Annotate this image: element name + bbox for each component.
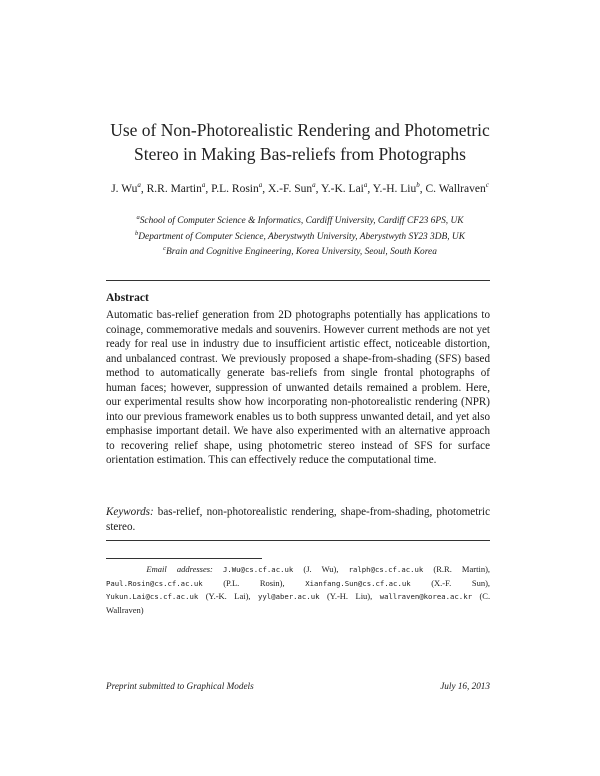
affiliation-text: School of Computer Science & Informatics, Cardiff University, Cardiff CF23 6PS, UK (139, 216, 464, 227)
preprint-note: Preprint submitted to Graphical Models (106, 681, 254, 691)
author: R.R. Martin (146, 182, 202, 195)
footnote-rule (106, 558, 262, 559)
email-owner: (J. Wu) (303, 564, 337, 574)
keywords-label: Keywords: (106, 506, 154, 518)
author-list: J. Wu$^a$, R.R. Martin$^a$, P.L. Rosin$^a$, X.-F. Sun$^a$, Y.-K. Lai$^a$, Y.-H. Liu$^b$, C. Wallraven$^c$ (111, 181, 489, 195)
keywords-text: bas-relief, non-photorealistic rendering, shape-from-shading, photometric stereo. (106, 506, 490, 533)
email-owner: (Y.-K. Lai) (205, 591, 249, 601)
email-link[interactable]: J.Wu@cs.cf.ac.uk (222, 565, 294, 574)
author-mark: a (258, 181, 263, 189)
footnote-label: Email addresses: (146, 564, 213, 574)
abstract-top-rule (106, 280, 490, 281)
email-link[interactable]: yyl@aber.ac.uk (258, 592, 320, 601)
author: J. Wu (111, 182, 138, 195)
abstract-heading: Abstract (106, 292, 149, 304)
email-owner: (P.L. Rosin) (223, 577, 283, 588)
author-mark: b (416, 181, 420, 189)
author: P.L. Rosin (211, 182, 259, 195)
author-mark: c (485, 181, 489, 189)
affiliation-mark: c (163, 245, 166, 253)
abstract-bottom-rule (106, 540, 490, 541)
affiliation (60, 228, 540, 244)
email-owner: (X.-F. Sun) (431, 577, 488, 588)
email-owner: (R.R. Martin) (433, 564, 488, 574)
title-line-2: Stereo in Making Bas-reliefs from Photographs (134, 144, 466, 164)
affiliation-text: Department of Computer Science, Aberystwyth University, Aberystwyth SY23 3DB, UK (138, 231, 465, 242)
affiliation-mark: a (136, 214, 140, 221)
author-mark: a (312, 181, 316, 189)
affiliation (60, 243, 540, 259)
author: Y.-H. Liu (372, 182, 417, 195)
author: Y.-K. Lai (320, 182, 364, 195)
email-link[interactable]: ralph@cs.cf.ac.uk (348, 565, 424, 574)
affiliation (60, 212, 540, 228)
affiliations (60, 212, 540, 259)
email-owner: (Y.-H. Liu) (326, 591, 371, 601)
email-footnote: Email addresses: J.Wu@cs.cf.ac.uk (J. Wu), ralph@cs.cf.ac.uk (R.R. Martin), Paul.Rosin@cs.cf.ac.uk (P.L. Rosin), Xianfang.Sun@cs.cf.ac.uk (X.-F. Sun), Yukun.Lai@cs.cf.ac.uk (Y.-K. Lai), yyl@aber.ac.uk (Y.-H. Liu), wallraven@korea.ac.kr (C. Wallraven) (106, 564, 491, 615)
author-mark: a (201, 181, 206, 189)
email-link[interactable]: Xianfang.Sun@cs.cf.ac.uk (305, 578, 411, 588)
email-link[interactable]: Paul.Rosin@cs.cf.ac.uk (106, 578, 203, 588)
author: C. Wallraven (425, 182, 486, 195)
affiliation-mark: b (135, 229, 139, 237)
abstract-body: Automatic bas-relief generation from 2D photographs potentially has applications to coinage, commemorative medals and souvenirs. However current methods are not yet ready for real use in industry due to insufficient artistic effect, noticeable distortion, and unbalanced contrast. We previously proposed a shape-from-shading (SFS) based method to automatically generate bas-reliefs from single frontal photographs of human faces; however, suppression of unwanted details remained a problem. Here, our experimental results show how incorporating non-photorealistic rendering (NPR) into our previous framework enables us to both suppress unwanted detail, and yet also emphasise important detail. We have also experimented with an alternative approach to recovering relief shape, using photometric stereo instead of SFS for surface orientation estimation. This can effectively reduce the computational time. (106, 309, 490, 466)
affiliation-text: Brain and Cognitive Engineering, Korea University, Seoul, South Korea (166, 247, 437, 258)
author-mark: a (363, 181, 368, 189)
email-link[interactable]: Yukun.Lai@cs.cf.ac.uk (106, 592, 199, 601)
author: X.-F. Sun (268, 182, 313, 195)
email-owner: (C. Wallraven) (106, 591, 491, 615)
preprint-date: July 16, 2013 (440, 681, 490, 691)
email-link[interactable]: wallraven@korea.ac.kr (379, 592, 472, 601)
author-mark: a (137, 181, 141, 189)
keywords (106, 505, 490, 534)
paper-title (60, 118, 540, 166)
title-line-1: Use of Non-Photorealistic Rendering and Photometric (110, 120, 490, 140)
